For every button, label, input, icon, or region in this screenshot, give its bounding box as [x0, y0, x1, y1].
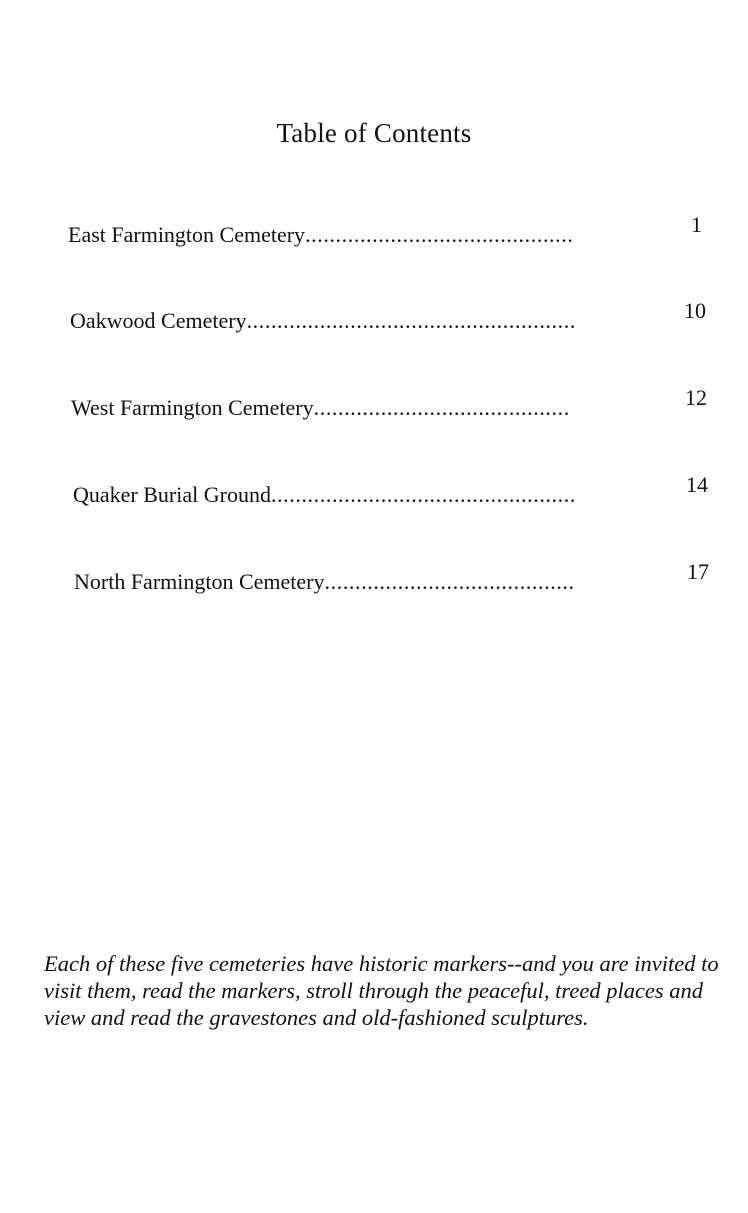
toc-page-number: 12 — [685, 385, 707, 410]
toc-entry — [68, 212, 708, 250]
toc-dot-leader: .......................................... — [313, 395, 570, 420]
toc-page-number: 14 — [686, 472, 708, 497]
toc-entry-label: East Farmington Cemetery — [68, 222, 306, 247]
toc-entry-label: Quaker Burial Ground — [73, 482, 271, 507]
toc-page-number: 17 — [687, 559, 709, 584]
toc-page-number: 10 — [684, 298, 706, 323]
toc-page-number: 1 — [691, 212, 702, 237]
toc-dot-leader: ...................................................... — [246, 308, 576, 333]
toc-entry-label: North Farmington Cemetery — [74, 569, 325, 594]
toc-entry — [73, 472, 713, 510]
page-title: Table of Contents — [276, 118, 472, 148]
toc-dot-leader: .................................................. — [270, 482, 576, 507]
toc-entry — [71, 385, 711, 423]
toc-entry-label: Oakwood Cemetery — [70, 308, 247, 333]
toc-dot-leader: ......................................... — [324, 569, 575, 594]
toc-entry-label: West Farmington Cemetery — [71, 395, 314, 420]
toc-dot-leader: ............................................ — [305, 222, 574, 247]
closing-note: Each of these five cemeteries have historic markers--and you are invited to visit them, read the markers, stroll through the peaceful, treed places and view and read the gravestones and old-fashioned sculptures. — [44, 951, 719, 1030]
toc-entry — [70, 298, 710, 336]
toc-entry — [74, 559, 714, 597]
